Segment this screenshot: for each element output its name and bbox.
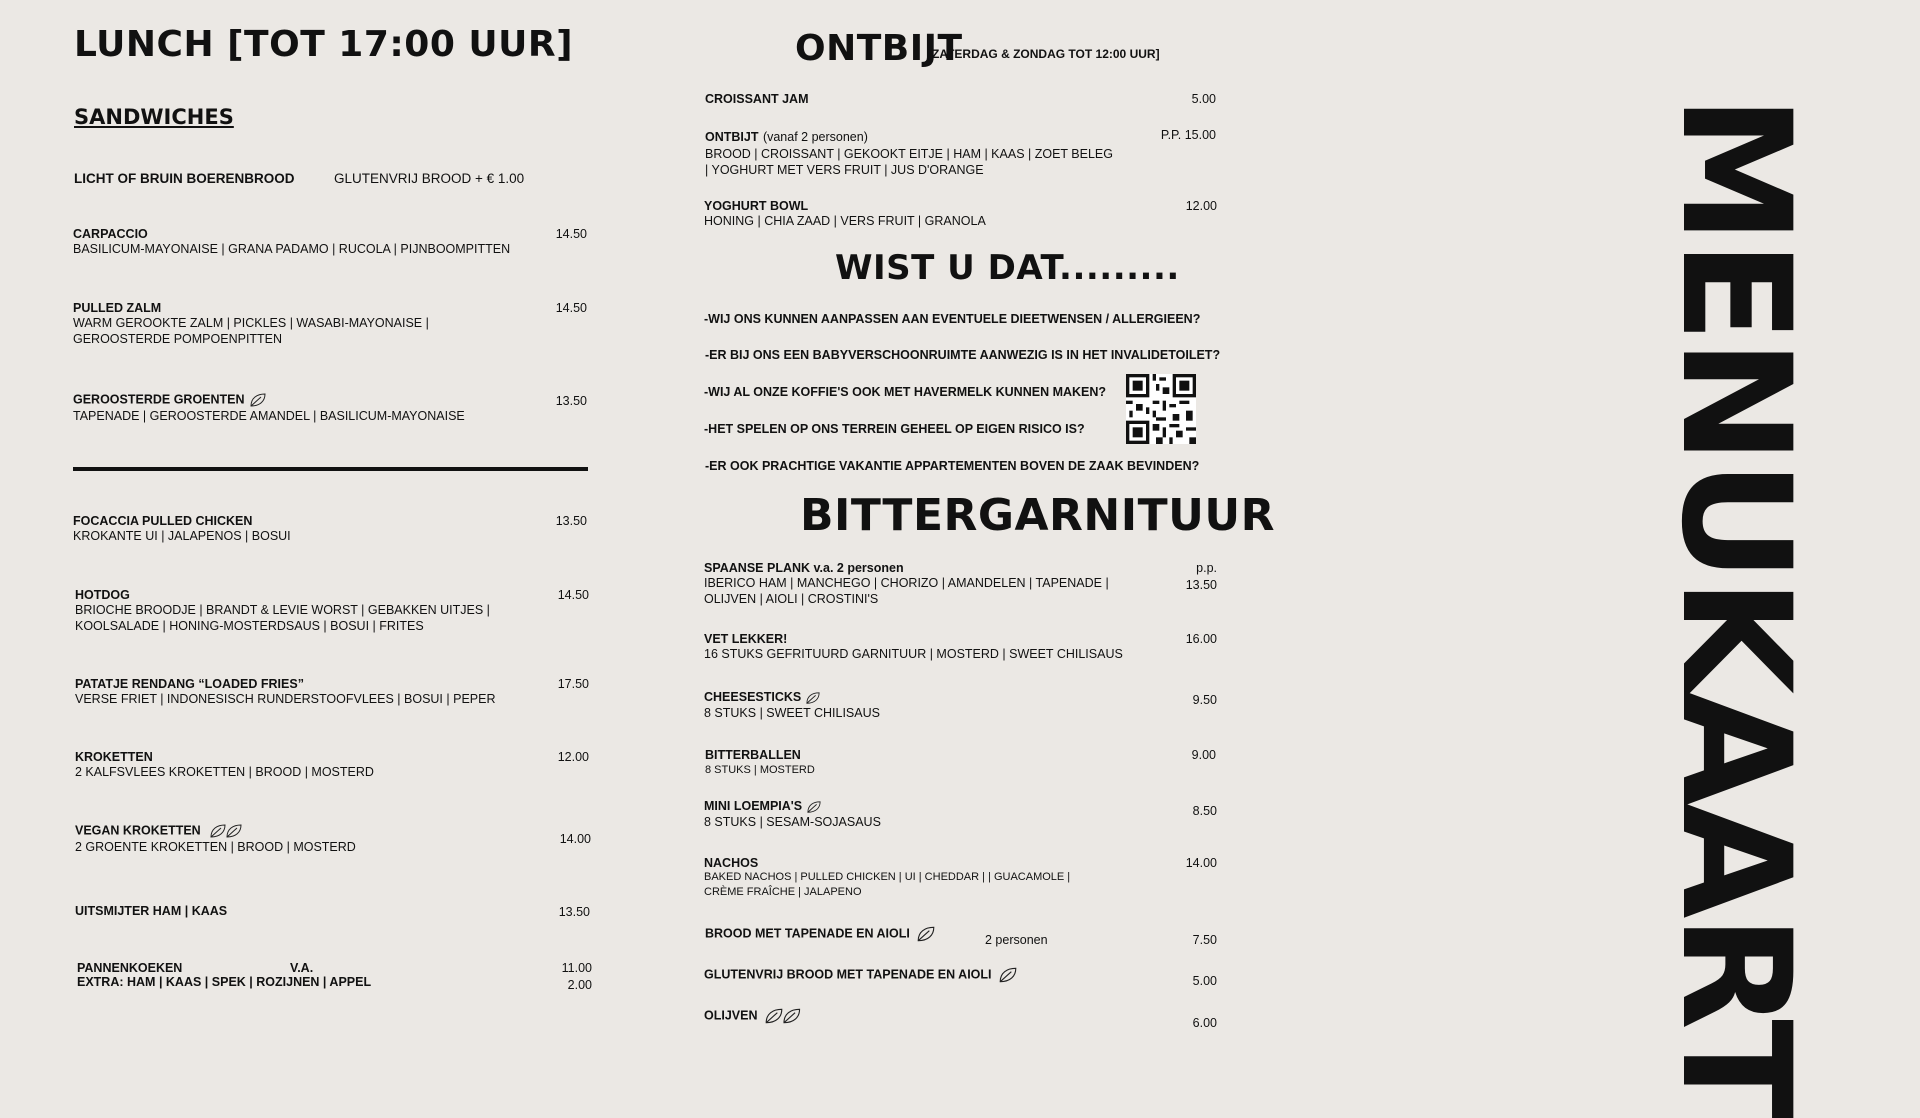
item-desc: 16 STUKS GEFRITUURD GARNITUUR | MOSTERD | SWEET CHILISAUS: [704, 647, 1123, 661]
item-desc: BAKED NACHOS | PULLED CHICKEN | UI | CHEDDAR | | GUACAMOLE | CRÈME FRAÎCHE | JALAPENO: [704, 871, 1071, 898]
divider: [73, 467, 588, 471]
item-name: PATATJE RENDANG “LOADED FRIES”: [75, 677, 304, 691]
wist-title: WIST U DAT.........: [835, 248, 1180, 288]
lunch-item-focaccia: [73, 514, 513, 544]
leaf-icon: [916, 925, 936, 943]
item-name: SPAANSE PLANK v.a. 2 personen: [704, 561, 904, 575]
item-desc: 2 KALFSVLEES KROKETTEN | BROOD | MOSTERD: [75, 765, 374, 779]
price-prefix: p.p.: [1196, 561, 1217, 575]
ontbijt-item-croissant: CROISSANT JAM: [705, 92, 809, 106]
bitter-item-olijven: [704, 1007, 804, 1025]
item-price: P.P. 15.00: [1160, 128, 1216, 142]
item-desc: KROKANTE UI | JALAPENOS | BOSUI: [73, 529, 291, 543]
fact-item: -WIJ ONS KUNNEN AANPASSEN AAN EVENTUELE DIEETWENSEN / ALLERGIEEN?: [704, 312, 1201, 326]
bitter-item-bitterballen: [705, 748, 1125, 778]
bitter-item-brood-tapenade: [705, 925, 936, 943]
item-price: 16.00: [1185, 632, 1217, 646]
leaf-icon: [249, 392, 267, 408]
item-name: YOGHURT BOWL: [704, 199, 809, 213]
leaf-icon: [209, 823, 245, 839]
item-desc: 2 GROENTE KROKETTEN | BROOD | MOSTERD: [75, 840, 356, 854]
item-name: BITTERBALLEN: [705, 748, 801, 762]
ontbijt-item-ontbijt: [705, 128, 1125, 178]
leaf-icon: [806, 800, 822, 814]
bread-choice: LICHT OF BRUIN BOERENBROOD: [74, 171, 295, 186]
item-price: 12.00: [557, 750, 589, 764]
item-name: UITSMIJTER HAM | KAAS: [75, 904, 228, 918]
item-note: (vanaf 2 personen): [762, 130, 868, 144]
item-name: CARPACCIO: [73, 227, 148, 241]
fact-item: -ER OOK PRACHTIGE VAKANTIE APPARTEMENTEN BOVEN DE ZAAK BEVINDEN?: [705, 459, 1200, 473]
gluten-note: GLUTENVRIJ BROOD + € 1.00: [334, 171, 525, 186]
bitter-item-mini-loempias: [704, 799, 1124, 830]
lunch-item-uitsmijter: [75, 904, 515, 918]
fact-item: -HET SPELEN OP ONS TERREIN GEHEEL OP EIGEN RISICO IS?: [704, 422, 1085, 436]
sandwiches-heading: SANDWICHES: [74, 105, 234, 129]
item-price: 13.50: [555, 394, 587, 408]
item-price: 14.50: [555, 227, 587, 241]
item-price: 9.50: [1192, 693, 1217, 707]
item-name: NACHOS: [704, 856, 759, 870]
item-name: PULLED ZALM: [73, 301, 162, 315]
lunch-item-pulled-zalm: [73, 301, 513, 347]
bitter-item-spaanse-plank: [704, 561, 1124, 607]
item-desc: BASILICUM-MAYONAISE | GRANA PADAMO | RUCOLA | PIJNBOOMPITTEN: [73, 242, 511, 256]
item-desc: EXTRA: HAM | KAAS | SPEK | ROZIJNEN | APPEL: [77, 975, 372, 989]
item-name: GEROOSTERDE GROENTEN: [73, 392, 245, 407]
item-desc: BROOD | CROISSANT | GEKOOKT EITJE | HAM | KAAS | ZOET BELEG | YOGHURT MET VERS FRUIT | JUS D'ORANGE: [705, 147, 1113, 177]
item-name: ONTBIJT: [705, 130, 759, 144]
item-price: 6.00: [1192, 1016, 1217, 1030]
item-name: MINI LOEMPIA'S: [704, 799, 803, 813]
item-name: FOCACCIA PULLED CHICKEN: [73, 514, 253, 528]
ontbijt-item-yoghurt: [704, 199, 1124, 229]
fact-item: -ER BIJ ONS EEN BABYVERSCHOONRUIMTE AANWEZIG IS IN HET INVALIDETOILET?: [705, 348, 1221, 362]
item-name: OLIJVEN: [704, 1008, 758, 1023]
fact-item: -WIJ AL ONZE KOFFIE'S OOK MET HAVERMELK KUNNEN MAKEN?: [704, 385, 1107, 399]
ontbijt-subtitle: [ZATERDAG & ZONDAG TOT 12:00 UUR]: [928, 47, 1160, 61]
lunch-item-carpaccio: [73, 227, 513, 257]
va-label: V.A.: [290, 961, 314, 975]
item-price: 7.50: [1192, 933, 1217, 947]
item-desc: VERSE FRIET | INDONESISCH RUNDERSTOOFVLEES | BOSUI | PEPER: [75, 692, 496, 706]
lunch-item-patatje-rendang: [75, 677, 515, 707]
item-price: 14.00: [559, 832, 591, 846]
item-name: HOTDOG: [75, 588, 130, 602]
item-name: VEGAN KROKETTEN: [75, 823, 201, 838]
item-name: PANNENKOEKEN: [77, 961, 183, 975]
bitter-item-glutenvrij: [704, 966, 1018, 984]
leaf-icon: [998, 966, 1018, 984]
item-price: 14.50: [557, 588, 589, 602]
item-price: 13.50: [558, 905, 590, 919]
leaf-icon: [805, 691, 821, 705]
item-price: 9.00: [1191, 748, 1216, 762]
item-desc: 8 STUKS | SWEET CHILISAUS: [704, 705, 880, 720]
item-price: 11.00: [561, 961, 592, 975]
item-price: 17.50: [557, 677, 589, 691]
bitter-item-vet-lekker: [704, 632, 1124, 662]
bitter-item-nachos: [704, 856, 1124, 900]
item-name: KROKETTEN: [75, 750, 153, 764]
item-desc: TAPENADE | GEROOSTERDE AMANDEL | BASILICUM-MAYONAISE: [73, 409, 465, 423]
item-price: 5.00: [1191, 92, 1216, 106]
item-desc: 8 STUKS | SESAM-SOJASAUS: [704, 814, 881, 829]
leaf-icon: [764, 1007, 804, 1025]
lunch-item-geroosterde-groenten: [73, 392, 513, 424]
item-price: 13.50: [555, 514, 587, 528]
bitter-item-cheesesticks: [704, 690, 1124, 721]
item-name: BROOD MET TAPENADE EN AIOLI: [705, 926, 910, 941]
menukaart-title: MENUKAART: [1648, 95, 1822, 1118]
lunch-item-hotdog: [75, 588, 515, 634]
persons-note: 2 personen: [985, 933, 1048, 947]
item-name: VET LEKKER!: [704, 632, 788, 646]
item-desc: IBERICO HAM | MANCHEGO | CHORIZO | AMANDELEN | TAPENADE | OLIJVEN | AIOLI | CROSTINI'S: [704, 576, 1109, 606]
ontbijt-title: ONTBIJT: [795, 28, 963, 69]
item-desc: HONING | CHIA ZAAD | VERS FRUIT | GRANOLA: [704, 214, 986, 228]
item-name: CHEESESTICKS: [704, 690, 802, 704]
item-desc: BRIOCHE BROODJE | BRANDT & LEVIE WORST | GEBAKKEN UITJES | KOOLSALADE | HONING-MOSTERDSAUS | BOSUI | FRITES: [75, 603, 490, 633]
item-desc: WARM GEROOKTE ZALM | PICKLES | WASABI-MAYONAISE | GEROOSTERDE POMPOENPITTEN: [73, 316, 429, 346]
extra-price: 2.00: [567, 978, 592, 992]
item-name: GLUTENVRIJ BROOD MET TAPENADE EN AIOLI: [704, 967, 992, 982]
qr-code-icon[interactable]: [1126, 374, 1196, 444]
item-price: 12.00: [1185, 199, 1217, 213]
item-price: 13.50: [1185, 578, 1217, 592]
lunch-title: LUNCH [TOT 17:00 UUR]: [74, 24, 574, 65]
item-price: 14.50: [555, 301, 587, 315]
lunch-item-vegan-kroketten: [75, 823, 515, 855]
item-price: 5.00: [1192, 974, 1217, 988]
item-price: 14.00: [1185, 856, 1217, 870]
bitter-title: BITTERGARNITUUR: [800, 490, 1275, 541]
item-desc: 8 STUKS | MOSTERD: [705, 764, 815, 776]
lunch-item-kroketten: [75, 750, 515, 780]
item-price: 8.50: [1192, 804, 1217, 818]
